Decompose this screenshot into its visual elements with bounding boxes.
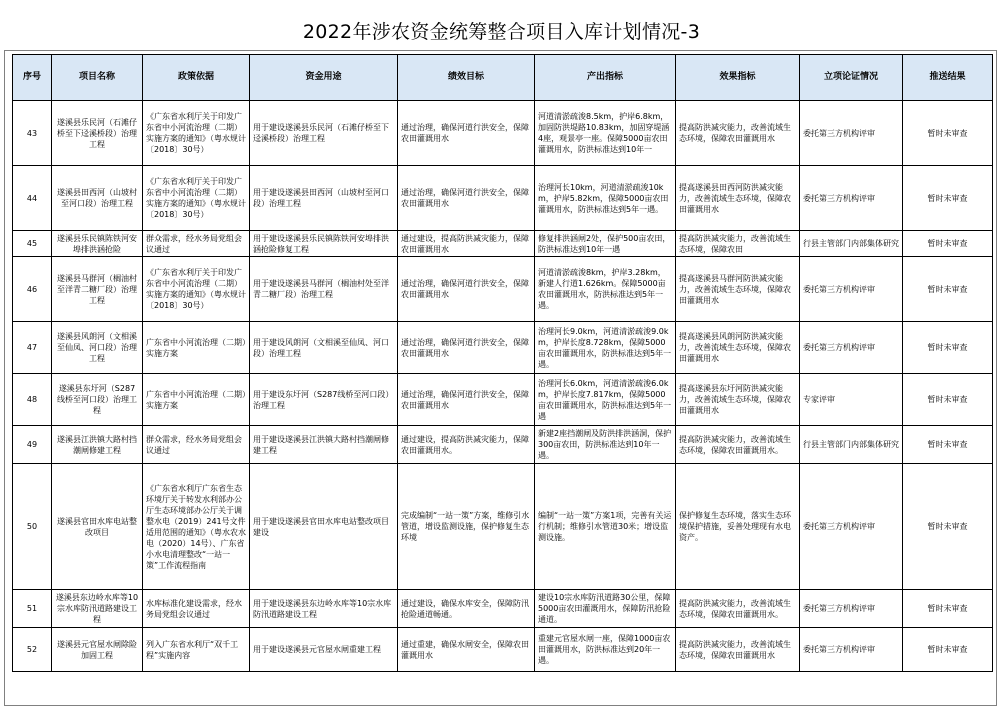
cell-effect: 提高防洪减灾能力，改善流域生态环境，保障农田 [676,231,800,257]
cell-approval: 委托第三方机构评审 [800,628,903,672]
cell-approval: 委托第三方机构评审 [800,322,903,374]
cell-effect: 提高防洪减灾能力，改善流域生态环境，保障农田灌溉用水 [676,628,800,672]
cell-no: 47 [13,322,52,374]
cell-approval: 委托第三方机构评审 [800,101,903,166]
cell-fund-use: 用于建设遂溪县乐民镇陈铁河安埠排洪涵抢险修复工程 [250,231,398,257]
cell-goal: 通过建设，提高防洪减灾能力，保障农田灌溉用水。 [398,426,535,464]
cell-policy: 水库标准化建设需求，经水务局党组会议通过 [143,590,250,628]
cell-goal: 通过治理，确保河道行洪安全，保障农田灌溉用水 [398,374,535,426]
cell-output: 重建元官屋水闸一座，保障1000亩农田灌溉用水，防洪标准达到20年一遇。 [535,628,676,672]
cell-fund-use: 用于建设遂溪县官田水库电站整改项目建设 [250,464,398,590]
cell-result: 暂时未审查 [903,464,993,590]
cell-output: 治理河长9.0km，河道清淤疏浚9.0km，护岸长度8.728km，保障5000亩农田灌溉用水，防洪标准达到5年一遇。 [535,322,676,374]
cell-result: 暂时未审查 [903,628,993,672]
cell-fund-use: 用于建设东圩河（S287线桥至河口段）治理工程 [250,374,398,426]
cell-effect: 提高遂溪县风朗河防洪减灾能力，改善流域生态环境，保障农田灌溉用水 [676,322,800,374]
cell-no: 45 [13,231,52,257]
cell-output: 治理河长10km，河道清淤疏浚10km，护岸5.82km，保障5000亩农田灌溉用水，防洪标准达到5年一遇。 [535,166,676,231]
cell-project-name: 遂溪县元官屋水闸除险加固工程 [52,628,143,672]
table-row [13,426,993,464]
cell-goal: 完成编制“一站一策”方案，维修引水管道，增设监测设施，保护修复生态环境 [398,464,535,590]
header-approval: 立项论证情况 [800,55,903,101]
cell-policy: 群众需求，经水务局党组会议通过 [143,231,250,257]
cell-approval: 行县主管部门内部集体研究 [800,426,903,464]
table-row [13,322,993,374]
table-row [13,464,993,590]
cell-project-name: 遂溪县东圩河（S287线桥至河口段）治理工程 [52,374,143,426]
table-body [13,101,993,672]
cell-policy: 广东省中小河流治理（二期）实施方案 [143,322,250,374]
cell-approval: 委托第三方机构评审 [800,166,903,231]
cell-output: 建设10宗水库防汛道路30公里，保障5000亩农田灌溉用水，保障防汛抢险通道。 [535,590,676,628]
cell-output: 编制“一站一策”方案1项，完善有关运行机制；维修引水管道30米；增设监测设施。 [535,464,676,590]
cell-goal: 通过重建，确保水闸安全，保障农田灌溉用水 [398,628,535,672]
cell-no: 49 [13,426,52,464]
page-title: 2022年涉农资金统筹整合项目入库计划情况-3 [302,21,701,43]
cell-project-name: 遂溪县官田水库电站整改项目 [52,464,143,590]
header-result: 推送结果 [903,55,993,101]
cell-fund-use: 用于建设遂溪县江洪镇大路村挡潮闸修建工程 [250,426,398,464]
table-row [13,257,993,322]
cell-output: 修复排洪涵闸2处，保护500亩农田，防洪标准达到10年一遇 [535,231,676,257]
table-header-row [13,55,993,101]
cell-project-name: 遂溪县东边岭水库等10宗水库防汛道路建设工程 [52,590,143,628]
cell-goal: 通过治理，确保河道行洪安全，保障农田灌溉用水 [398,166,535,231]
table-row [13,231,993,257]
cell-goal: 通过建设，确保水库安全，保障防汛抢险通道畅通。 [398,590,535,628]
cell-no: 51 [13,590,52,628]
cell-output: 治理河长6.0km，河道清淤疏浚6.0km，护岸长度7.817km，保障5000亩农田灌溉用水，防洪标准达到5年一遇 [535,374,676,426]
cell-effect: 提高遂溪县田西河防洪减灾能力，改善流域生态环境，保障农田灌溉用水 [676,166,800,231]
cell-result: 暂时未审查 [903,426,993,464]
header-no: 序号 [13,55,52,101]
cell-project-name: 遂溪县江洪镇大路村挡潮闸修建工程 [52,426,143,464]
cell-approval: 行县主管部门内部集体研究 [800,231,903,257]
table-row [13,374,993,426]
cell-goal: 通过治理，确保河道行洪安全，保障农田灌溉用水 [398,257,535,322]
cell-effect: 提高遂溪县马群河防洪减灾能力，改善流域生态环境，保障农田灌溉用水 [676,257,800,322]
cell-policy: 广东省中小河流治理（二期）实施方案 [143,374,250,426]
cell-fund-use: 用于建设遂溪县马群河（榈油村处至洋青二糖厂段）治理工程 [250,257,398,322]
cell-approval: 委托第三方机构评审 [800,464,903,590]
cell-approval: 委托第三方机构评审 [800,590,903,628]
cell-fund-use: 用于建设遂溪县乐民河（石滩仔桥至下迳溪桥段）治理工程 [250,101,398,166]
cell-effect: 提高防洪减灾能力，改善流域生态环境，保障农田灌溉用水 [676,101,800,166]
header-name: 项目名称 [52,55,143,101]
header-output: 产出指标 [535,55,676,101]
table-row [13,628,993,672]
cell-policy: 群众需求，经水务局党组会议通过 [143,426,250,464]
cell-no: 52 [13,628,52,672]
cell-project-name: 遂溪县田西河（山坡村至河口段）治理工程 [52,166,143,231]
cell-effect: 保护修复生态环境，落实生态环境保护措施，妥善处理现有水电资产。 [676,464,800,590]
header-effect: 效果指标 [676,55,800,101]
cell-result: 暂时未审查 [903,166,993,231]
cell-project-name: 遂溪县乐民河（石滩仔桥至下迳溪桥段）治理工程 [52,101,143,166]
cell-output: 河道清淤疏浚8.5km，护岸6.8km，加固防洪堤路10.83km，加固穿堤涵4座，观景亭一座。保障5000亩农田灌溉用水，防洪标准达到10年一 [535,101,676,166]
cell-effect: 提高防洪减灾能力，改善流域生态环境，保障农田灌溉用水。 [676,590,800,628]
table-row [13,166,993,231]
cell-policy: 《广东省水利厅关于印发广东省中小河流治理（二期）实施方案的通知》（粤水规计〔2018〕30号） [143,257,250,322]
cell-policy: 《广东省水利厅关于印发广东省中小河流治理（二期）实施方案的通知》（粤水规计〔2018〕30号） [143,101,250,166]
cell-approval: 委托第三方机构评审 [800,257,903,322]
cell-goal: 通过治理，确保河道行洪安全，保障农田灌溉用水 [398,101,535,166]
cell-output: 新建2座挡潮闸及防洪排洪涵洞，保护300亩农田，防洪标准达到10年一遇。 [535,426,676,464]
cell-policy: 《广东省水利厅关于印发广东省中小河流治理（二期）实施方案的通知》（粤水规计〔2018〕30号） [143,166,250,231]
cell-policy: 列入广东省水利厅“双千工程”实施内容 [143,628,250,672]
cell-no: 44 [13,166,52,231]
cell-fund-use: 用于建设遂溪县东边岭水库等10宗水库防汛道路建设工程 [250,590,398,628]
cell-project-name: 遂溪县风朗河（文相溪至仙凤、河口段）治理工程 [52,322,143,374]
cell-project-name: 遂溪县乐民镇陈铁河安埠排洪涵抢险 [52,231,143,257]
cell-result: 暂时未审查 [903,374,993,426]
cell-no: 46 [13,257,52,322]
cell-result: 暂时未审查 [903,101,993,166]
header-policy: 政策依据 [143,55,250,101]
cell-result: 暂时未审查 [903,257,993,322]
cell-goal: 通过建设，提高防洪减灾能力，保障农田灌溉用水 [398,231,535,257]
cell-fund-use: 用于建设风朗河（文相溪至仙凤、河口段）治理工程 [250,322,398,374]
header-goal: 绩效目标 [398,55,535,101]
cell-fund-use: 用于建设遂溪县元官屋水闸重建工程 [250,628,398,672]
header-use: 资金用途 [250,55,398,101]
cell-goal: 通过治理，确保河道行洪安全，保障农田灌溉用水 [398,322,535,374]
table-row [13,590,993,628]
cell-output: 河道清淤疏浚8km，护岸3.28km，新建人行道1.626km。保障5000亩农田灌溉用水，防洪标准达到5年一遇。 [535,257,676,322]
cell-result: 暂时未审查 [903,231,993,257]
cell-result: 暂时未审查 [903,322,993,374]
cell-fund-use: 用于建设遂溪县田西河（山坡村至河口段）治理工程 [250,166,398,231]
table-row [13,101,993,166]
project-table [12,54,993,672]
cell-effect: 提高防洪减灾能力，改善流域生态环境，保障农田灌溉用水。 [676,426,800,464]
cell-project-name: 遂溪县马群河（榈油村至洋青二糖厂段）治理工程 [52,257,143,322]
cell-no: 50 [13,464,52,590]
cell-no: 48 [13,374,52,426]
cell-effect: 提高遂溪县东圩河防洪减灾能力，改善流域生态环境，保障农田灌溉用水 [676,374,800,426]
cell-policy: 《广东省水利厅广东省生态环境厅关于转发水利部办公厅生态环境部办公厅关于调整水电（2019）241号文件适用范围的通知》（粤水农水电（2020）14号）、广东省小水电清理整改“一站一策”工作流程指南 [143,464,250,590]
cell-result: 暂时未审查 [903,590,993,628]
cell-no: 43 [13,101,52,166]
cell-approval: 专家评审 [800,374,903,426]
